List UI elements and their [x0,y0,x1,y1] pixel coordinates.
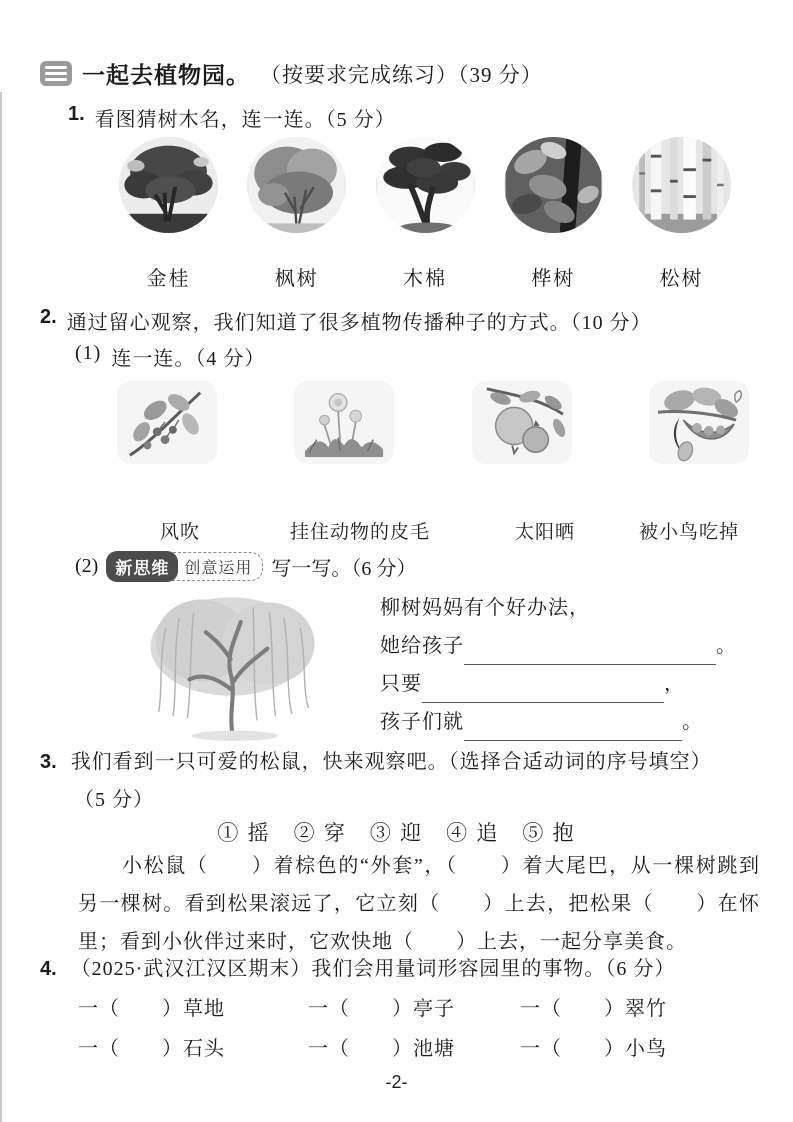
fill-line-2 [380,627,737,665]
fill-in-lines [380,585,737,743]
pine-bonsai-photo [376,137,475,233]
answer-blank [422,679,664,703]
question-2-part1-heading [75,342,265,371]
verb-options: ① 摇 ② 穿 ③ 迎 ④ 追 ⑤ 抱 [217,821,576,845]
quantifier-item: 一（ ）石头 [78,1038,225,1060]
seed-method-label: 太阳晒 [514,522,575,543]
quantifier-item: 一（ ）草地 [78,998,225,1020]
part1-text: 连一连。（4 分） [111,348,266,370]
fill-line-3 [380,665,737,703]
tree-illustration [376,137,475,233]
pea-pod-drawing [649,381,749,464]
page-binding-edge [0,92,2,1122]
willow-exercise [130,585,737,743]
section-title: 一起去植物园。 [82,62,250,88]
tree-label: 木棉 [403,268,447,290]
question-2-text: 通过留心观察，我们知道了很多植物传播种子的方式。（10 分） [66,312,652,334]
plant-illustration [294,381,394,464]
squirrel-paragraph: 小松鼠（ ）着棕色的“外套”，（ ）着大尾巴，从一棵树跳到另一棵树。看到松果滚远了，它立刻（ ）上去，把松果（ ）在怀里；看到小伙伴过来时，它欢快地（ ）上去，一起分享美食。 [78,855,760,953]
question-4-text: （2025·武汉江汉区期末）我们会用量词形容园里的事物。（6 分） [70,958,676,980]
part1-number: (1) [75,342,102,364]
quantifier-row-1 [78,992,667,1021]
question-4-heading [40,952,675,981]
birch-forest-photo [632,137,731,233]
dandelion-drawing [294,381,394,464]
question-3-heading [40,745,712,774]
tree-label: 枫树 [274,268,319,290]
quantifier-item: 一（ ）亭子 [308,998,455,1020]
tree-label: 金桂 [146,268,191,290]
fill-line-4-prefix: 孩子们就 [380,711,464,733]
pomegranate-branch-drawing [472,381,572,464]
tree-illustration [119,137,218,233]
fill-line-2-prefix: 她给孩子 [380,635,464,657]
creative-use-badge: 创意运用 [168,552,263,581]
quantifier-item: 一（ ）翠竹 [520,998,667,1020]
question-3-number: 3. [40,751,57,773]
fill-line-4-suffix: 。 [682,711,703,733]
plant-label-row [110,517,758,544]
question-4-number: 4. [40,958,57,980]
osmanthus-tree-photo [119,137,218,233]
willow-tree-drawing [130,585,335,743]
seed-method-label: 挂住动物的皮毛 [289,522,430,543]
plant-image-row [117,381,749,464]
maple-tree-photo [247,137,346,233]
question-3-score: （5 分） [74,789,154,811]
question-1-heading [68,103,396,132]
section-three-icon [40,61,72,86]
tree-photo-row [119,137,731,233]
fill-line-3-prefix: 只要 [380,673,422,695]
question-1-number: 1. [68,103,85,125]
fill-line-2-suffix: 。 [716,635,737,657]
part2-text: 写一写。（6 分） [271,558,417,580]
question-2-number: 2. [40,306,57,328]
fill-line-4 [380,703,737,741]
part2-number: (2) [75,555,99,577]
tree-label: 桦树 [531,268,576,290]
tree-label: 松树 [659,268,704,290]
answer-blank [464,641,716,665]
page-number: -2- [385,1072,408,1092]
seed-method-label: 被小鸟吃掉 [638,522,739,543]
plant-illustration [117,381,217,464]
question-3-text: 我们看到一只可爱的松鼠，快来观察吧。（选择合适动词的序号填空） [70,751,712,773]
section-subtitle: （按要求完成练习）（39 分） [260,62,543,87]
maple-leaves-photo [504,137,603,233]
plant-illustration [472,381,572,464]
tree-label-row [119,262,731,291]
quantifier-item: 一（ ）小鸟 [520,1038,667,1060]
new-thinking-badge: 新思维 [106,551,178,582]
tree-illustration [632,137,731,233]
question-1-text: 看图猜树木名，连一连。（5 分） [94,109,396,131]
cherry-branch-drawing [117,381,217,464]
seed-method-label: 风吹 [159,522,200,543]
question-2-part2-heading [75,551,416,582]
fill-line-1: 柳树妈妈有个好办法， [380,597,590,619]
quantifier-row-2 [78,1032,667,1061]
question-2-heading [40,306,652,335]
tree-illustration [247,137,346,233]
tree-illustration [504,137,603,233]
badge-group [106,551,263,582]
fill-line-3-suffix: ， [664,673,685,695]
answer-blank [464,717,682,741]
section-header [40,57,543,90]
plant-illustration [649,381,749,464]
quantifier-item: 一（ ）池塘 [308,1038,455,1060]
